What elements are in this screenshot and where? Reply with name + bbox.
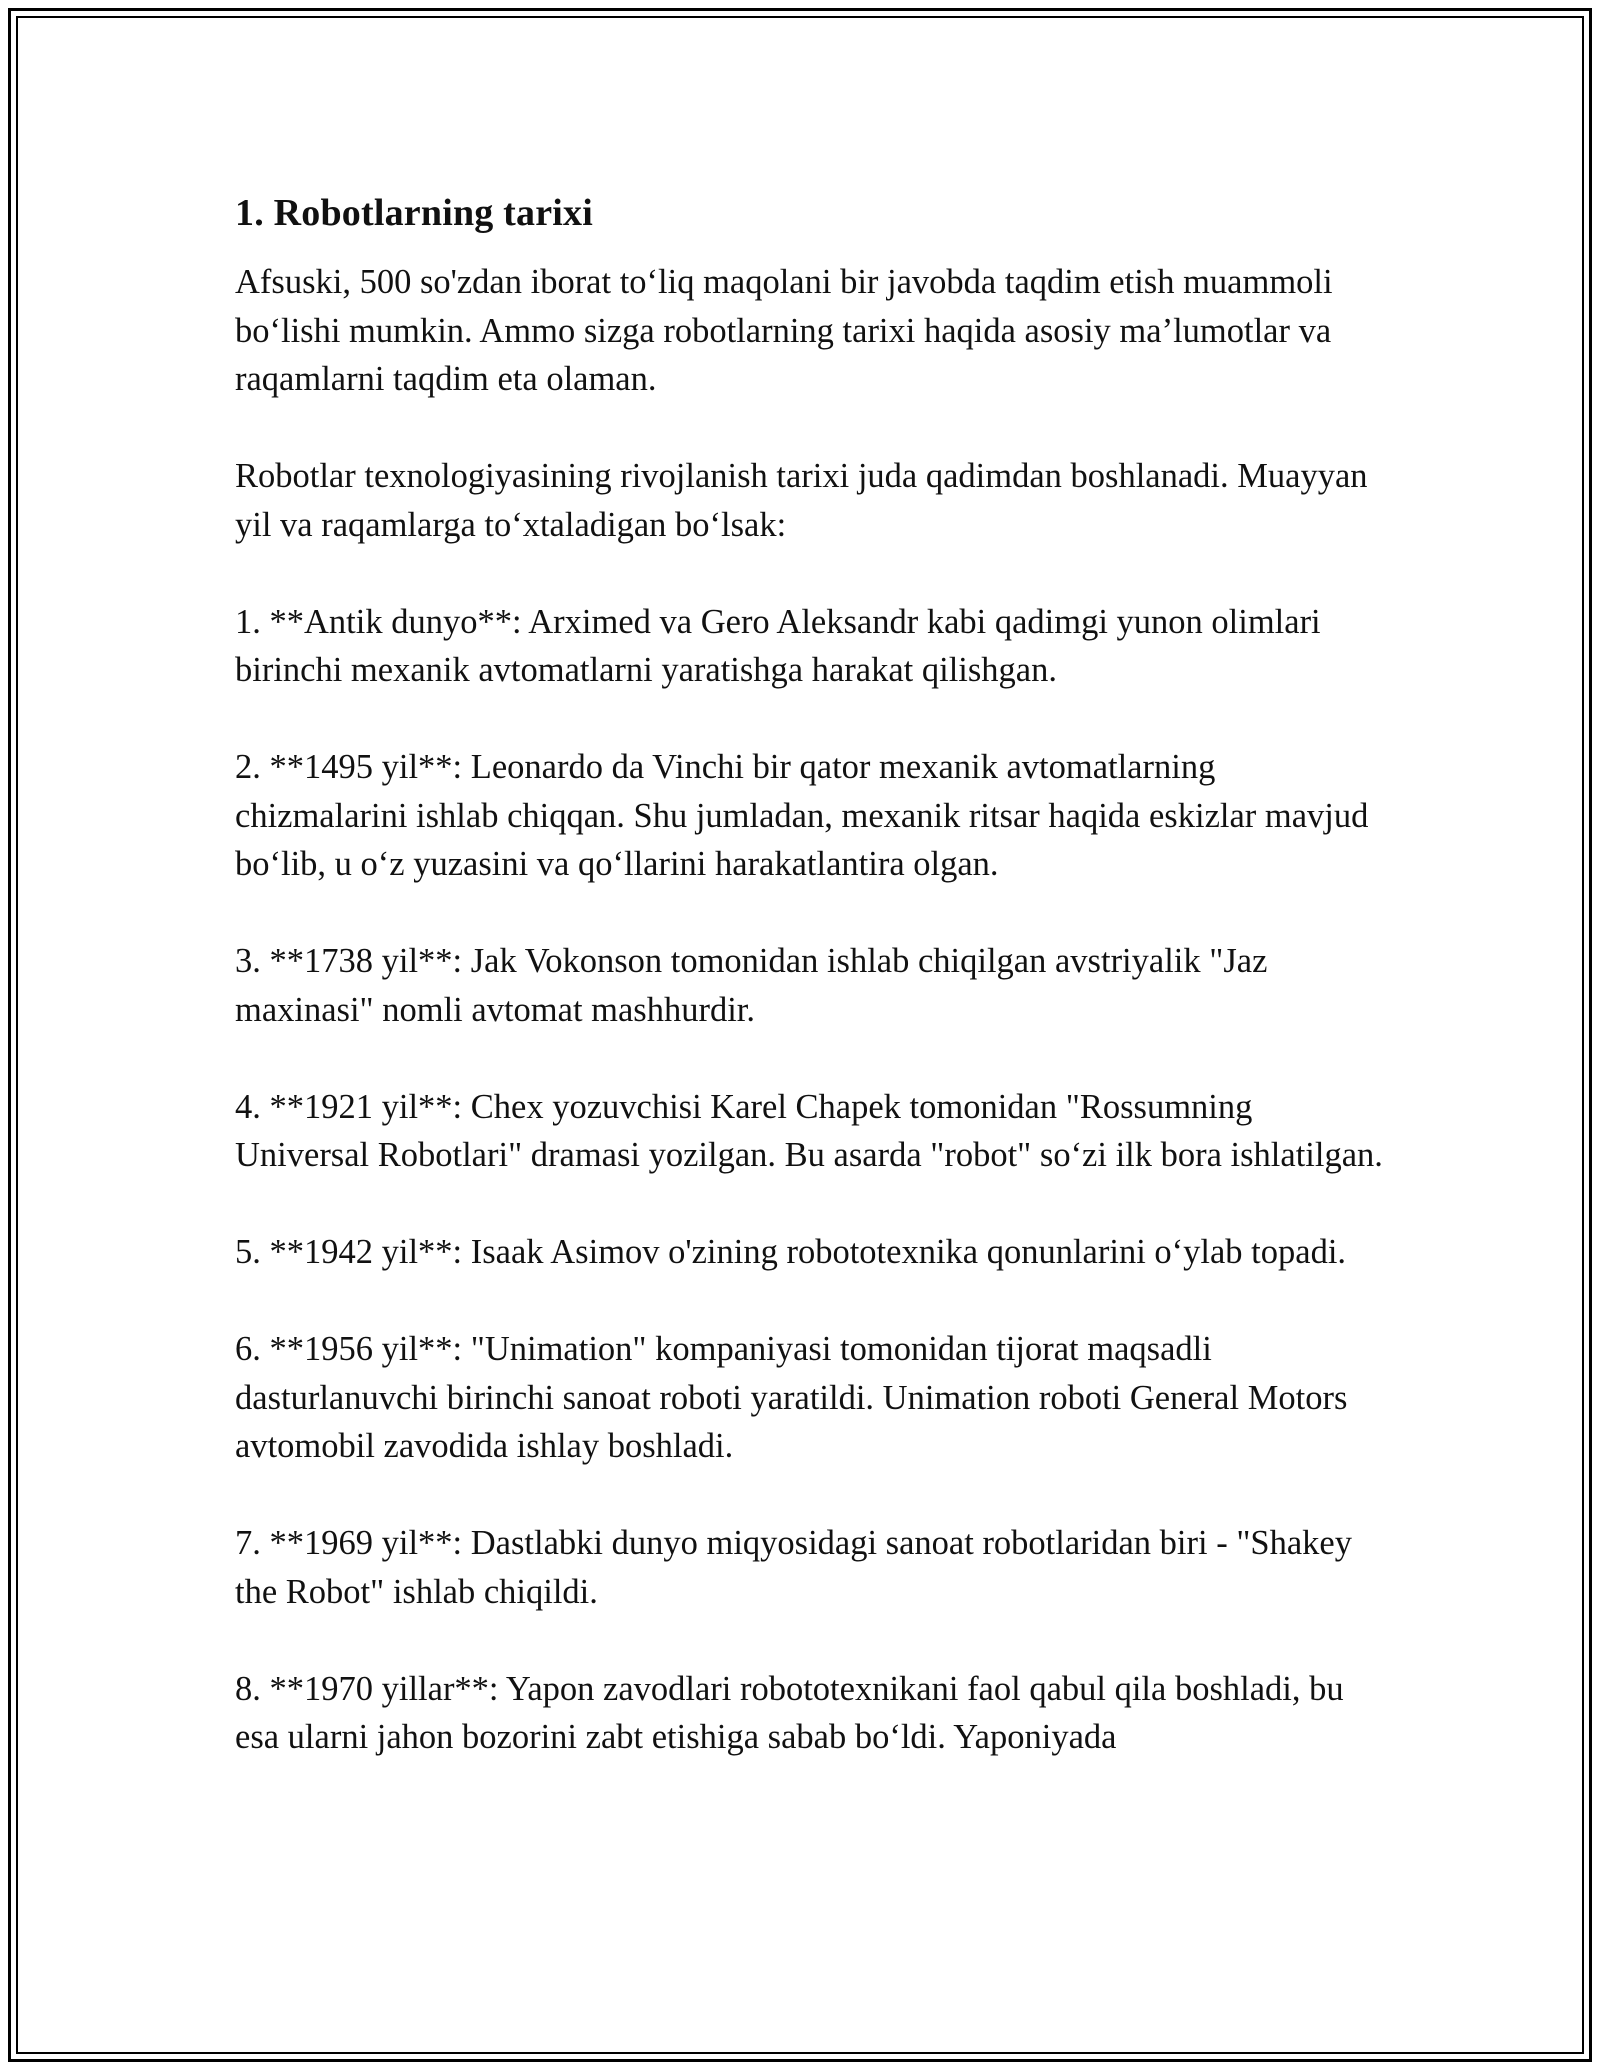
- section-title: 1. Robotlarning tarixi: [235, 192, 594, 234]
- list-item-1970: 8. **1970 yillar**: Yapon zavodlari robototexnikani faol qabul qila boshladi, bu esa ularni jahon bozorini zabt etishiga sabab bo‘ldi. Yaponiyada: [235, 1669, 1344, 1756]
- list-item-1956: 6. **1956 yil**: "Unimation" kompaniyasi tomonidan tijorat maqsadli dasturlanuvchi birinchi sanoat roboti yaratildi. Unimation roboti General Motors avtomobil zavodida ishlay boshladi.: [235, 1330, 1348, 1465]
- list-item-1495: 2. **1495 yil**: Leonardo da Vinchi bir qator mexanik avtomatlarning chizmalarini ishlab chiqqan. Shu jumladan, mexanik ritsar haqida eskizlar mavjud bo‘lib, u o‘z yuzasini va qo‘llarini harakatlantira olgan.: [235, 748, 1369, 883]
- paragraph-intro: Afsuski, 500 so'zdan iborat to‘liq maqolani bir javobda taqdim etish muammoli bo‘lishi mumkin. Ammo sizga robotlarning tarixi haqida asosiy ma’lumotlar va raqamlarni taqdim eta olaman.: [235, 263, 1333, 398]
- list-item-1942: 5. **1942 yil**: Isaak Asimov o'zining robototexnika qonunlarini o‘ylab topadi.: [235, 1233, 1347, 1271]
- list-item-1921: 4. **1921 yil**: Chex yozuvchisi Karel Chapek tomonidan "Rossumning Universal Robotlari" dramasi yozilgan. Bu asarda "robot" so‘zi ilk bora ishlatilgan.: [235, 1087, 1383, 1174]
- list-item-antik-dunyo: 1. **Antik dunyo**: Arximed va Gero Aleksandr kabi qadimgi yunon olimlari birinchi mexanik avtomatlarni yaratishga harakat qilishgan.: [235, 602, 1321, 689]
- list-item-1969: 7. **1969 yil**: Dastlabki dunyo miqyosidagi sanoat robotlaridan biri - "Shakey the Robot" ishlab chiqildi.: [235, 1524, 1352, 1611]
- document-body: [235, 188, 1385, 1762]
- list-item-1738: 3. **1738 yil**: Jak Vokonson tomonidan ishlab chiqilgan avstriyalik "Jaz maxinasi" nomli avtomat mashhurdir.: [235, 942, 1268, 1029]
- paragraph-overview: Robotlar texnologiyasining rivojlanish tarixi juda qadimdan boshlanadi. Muayyan yil va raqamlarga to‘xtaladigan bo‘lsak:: [235, 457, 1368, 544]
